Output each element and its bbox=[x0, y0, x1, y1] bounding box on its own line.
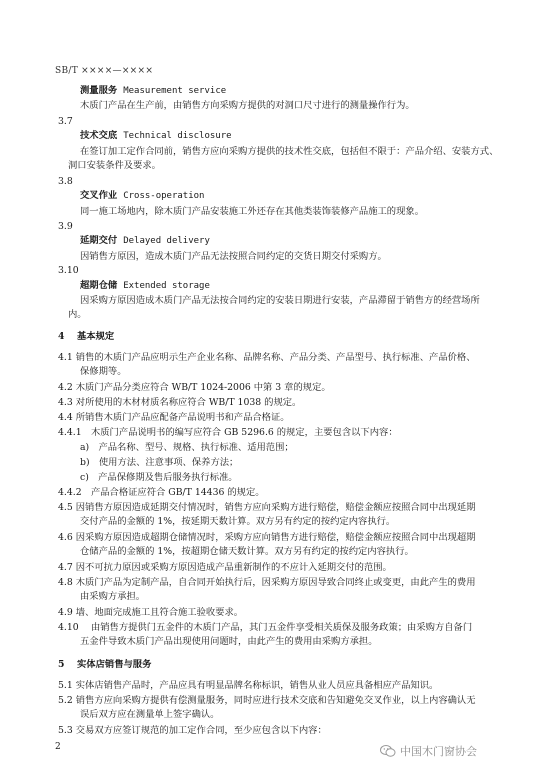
text-line bbox=[80, 709, 219, 721]
wechat-icon bbox=[380, 744, 396, 758]
line-text: 5.2 销售方应向采购方提供有偿测量服务，同时应进行技术交底和告知避免交叉作业，以上内容确认无 bbox=[58, 695, 476, 706]
text-line bbox=[58, 607, 243, 619]
line-text: 4.9 墙、地面完成施工且符合施工验收要求。 bbox=[58, 607, 244, 618]
text-line bbox=[68, 160, 161, 172]
text-line bbox=[80, 100, 415, 112]
text-line bbox=[58, 412, 290, 424]
text-line bbox=[80, 636, 378, 648]
text-line bbox=[80, 472, 238, 484]
text-line bbox=[58, 382, 331, 394]
document-header: SB/T ××××—×××× bbox=[55, 66, 154, 76]
line-text: 4.3 对所使用的木材材质名称应符合 WB/T 1038 的规定。 bbox=[58, 397, 302, 408]
text-line bbox=[80, 516, 395, 528]
text-line bbox=[68, 309, 87, 321]
text-line bbox=[58, 176, 73, 188]
term-english: Technical disclosure bbox=[123, 131, 232, 141]
line-text: 3.7 bbox=[58, 116, 73, 127]
text-line bbox=[80, 146, 498, 158]
line-text: 保修期等。 bbox=[80, 366, 127, 377]
line-text: 5.1 实体店销售产品时，产品应具有明显品牌名称标识，销售从业人员应具备相应产品知识。 bbox=[58, 680, 439, 691]
line-text: 由采购方承担。 bbox=[80, 591, 146, 602]
text-line bbox=[58, 680, 438, 692]
line-text: 4.4.2 产品合格证应符合 GB/T 14436 的规定。 bbox=[58, 487, 265, 498]
line-text: 3.8 bbox=[58, 176, 73, 187]
text-line bbox=[58, 116, 73, 128]
text-line bbox=[80, 130, 232, 142]
line-text: 5 实体店销售与服务 bbox=[58, 659, 152, 670]
text-line bbox=[58, 577, 476, 589]
watermark-text: 中国木门窗协会 bbox=[400, 745, 477, 758]
text-line bbox=[80, 591, 145, 603]
text-line bbox=[58, 331, 114, 343]
line-text: 延期交付 bbox=[80, 235, 118, 246]
line-text: 4.7 因不可抗力原因或采购方原因造成产品重新制作的不应计入延期交付的范围。 bbox=[58, 562, 392, 573]
line-text: 4.6 因采购方原因造成超期仓储情况时，采购方应向销售方进行赔偿，赔偿金额应按照合同中出现超期 bbox=[58, 532, 476, 543]
term-english: Cross-operation bbox=[123, 191, 205, 201]
line-text: 木质门产品在生产前，由销售方向采购方提供的对洞口尺寸进行的测量操作行为。 bbox=[80, 100, 415, 111]
text-line bbox=[58, 221, 73, 233]
line-text: 在签订加工定作合同前，销售方应向采购方提供的技术性交底，包括但不限于：产品介绍、安装方式、 bbox=[80, 146, 499, 157]
text-line bbox=[80, 251, 387, 263]
text-line bbox=[80, 235, 210, 247]
text-line bbox=[80, 85, 226, 97]
line-text: b) 使用方法、注意事项、保养方法； bbox=[80, 457, 239, 468]
line-text: 3.9 bbox=[58, 221, 73, 232]
text-line bbox=[58, 659, 151, 671]
text-line bbox=[58, 695, 476, 707]
line-text: 误后双方应在测量单上签字确认。 bbox=[80, 709, 220, 720]
line-text: 洞口安装条件及要求。 bbox=[68, 160, 161, 171]
text-line bbox=[58, 532, 476, 544]
line-text: 4.10 由销售方提供门五金件的木质门产品，其门五金件享受相关质保及服务政策；由采购方自备门 bbox=[58, 622, 473, 633]
line-text: 超期仓储 bbox=[80, 280, 118, 291]
line-text: 5.3 交易双方应签订规范的加工定作合同，至少应包含以下内容： bbox=[58, 725, 327, 736]
line-text: 4.4 所销售木质门产品应配备产品说明书和产品合格证。 bbox=[58, 412, 290, 423]
line-text: 同一施工场地内，除木质门产品安装施工外还存在其他类装饰装修产品施工的现象。 bbox=[80, 206, 424, 217]
term-english: Measurement service bbox=[123, 86, 227, 96]
line-text: c) 产品保修期及售后服务执行标准。 bbox=[80, 472, 238, 483]
text-line bbox=[80, 457, 238, 469]
text-line bbox=[58, 502, 476, 514]
text-line bbox=[80, 546, 414, 558]
text-line bbox=[58, 427, 398, 439]
line-text: 内。 bbox=[68, 309, 87, 320]
line-text: 交叉作业 bbox=[80, 190, 118, 201]
text-line bbox=[58, 397, 301, 409]
line-text: 3.10 bbox=[58, 265, 79, 276]
line-text: 因采购方原因造成木质门产品无法按合同约定的安装日期进行安装，产品滞留于销售方的经营场所 bbox=[80, 295, 480, 306]
line-text: 五金件导致木质门产品出现使用问题时，由此产生的费用由采购方承担。 bbox=[80, 636, 378, 647]
line-text: 4.5 因销售方原因造成延期交付情况时，销售方应向采购方进行赔偿，赔偿金额应按照合同中出现延期 bbox=[58, 502, 476, 513]
line-text: 4 基本规定 bbox=[58, 331, 115, 342]
line-text: a) 产品名称、型号、规格、执行标准、适用范围； bbox=[80, 442, 294, 453]
line-text: 4.4.1 木质门产品说明书的编写应符合 GB 5296.6 的规定，主要包含以下内容： bbox=[58, 427, 398, 438]
text-line bbox=[80, 366, 127, 378]
line-text: 4.8 木质门产品为定制产品，自合同开始执行后，因采购方原因导致合同终止或变更，由此产生的费用 bbox=[58, 577, 476, 588]
watermark bbox=[380, 743, 477, 759]
text-line bbox=[80, 280, 210, 292]
term-english: Delayed delivery bbox=[123, 236, 210, 246]
line-text: 交付产品的金额的 1%，按延期天数计算。双方另有约定的按约定内容执行。 bbox=[80, 516, 396, 527]
line-text: 因销售方原因，造成木质门产品无法按照合同约定的交货日期交付采购方。 bbox=[80, 251, 387, 262]
page-number: 2 bbox=[55, 742, 61, 752]
line-text: 仓储产品的金额的 1%，按超期仓储天数计算。双方另有约定的按约定内容执行。 bbox=[80, 546, 414, 557]
text-line bbox=[58, 725, 327, 737]
text-line bbox=[80, 190, 204, 202]
line-text: 技术交底 bbox=[80, 130, 118, 141]
text-line bbox=[80, 295, 480, 307]
text-line bbox=[58, 562, 392, 574]
text-line bbox=[58, 352, 476, 364]
line-text: 4.2 木质门产品分类应符合 WB/T 1024-2006 中第 3 章的规定。 bbox=[58, 382, 331, 393]
line-text: 4.1 销售的木质门产品应明示生产企业名称、品牌名称、产品分类、产品型号、执行标准、产品价格、 bbox=[58, 352, 476, 363]
text-line bbox=[58, 622, 472, 634]
text-line bbox=[80, 206, 424, 218]
text-line bbox=[58, 487, 265, 499]
line-text: 测量服务 bbox=[80, 85, 118, 96]
text-line bbox=[80, 442, 294, 454]
text-line bbox=[58, 265, 79, 277]
term-english: Extended storage bbox=[123, 281, 210, 291]
